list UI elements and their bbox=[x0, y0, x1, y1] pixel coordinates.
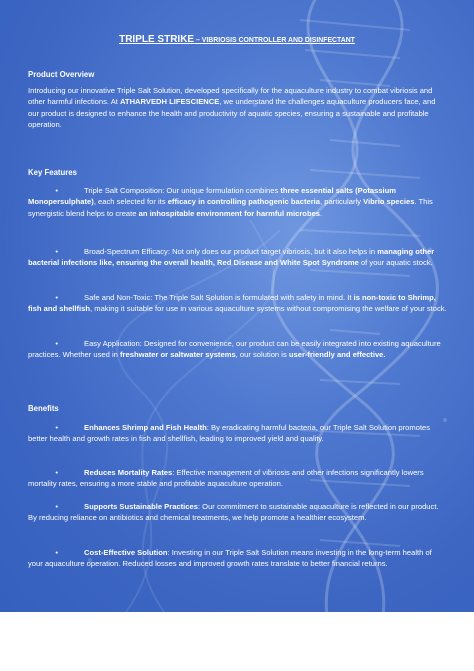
product-name: TRIPLE STRIKE bbox=[119, 34, 195, 45]
bullet-icon: • bbox=[55, 293, 58, 302]
bullet-icon: • bbox=[55, 423, 58, 432]
bullet-icon: • bbox=[55, 468, 58, 477]
benefit-text: : Effective management of vibriosis and other infections significantly lowers mortality rates, ensuring a more stable and profitable aquaculture operation. bbox=[28, 468, 424, 489]
product-tagline: – VIBRIOSIS CONTROLLER AND DISINFECTANT bbox=[194, 37, 355, 44]
feature-text: Safe and Non-Toxic: The Triple Salt Solution is formulated with safety in mind. It bbox=[84, 293, 354, 302]
benefit-item-sustainable bbox=[28, 501, 448, 524]
feature-item-broad-spectrum bbox=[28, 246, 448, 269]
bullet-icon: • bbox=[55, 186, 58, 195]
section-heading-product-overview: Product Overview bbox=[28, 70, 95, 79]
benefit-label: Cost-Effective Solution bbox=[84, 548, 168, 557]
feature-text: of your aquatic stock. bbox=[358, 258, 433, 268]
section-heading-key-features: Key Features bbox=[28, 168, 77, 177]
bullet-icon: • bbox=[55, 548, 58, 557]
feature-emphasis: efficacy in controlling pathogenic bacteria bbox=[167, 197, 321, 207]
bullet-icon: • bbox=[55, 339, 58, 348]
bullet-icon: • bbox=[55, 502, 58, 511]
benefit-label: Supports Sustainable Practices bbox=[84, 502, 198, 511]
document-title bbox=[0, 29, 474, 47]
feature-text: Easy Application: Designed for convenience, our product can be easily integrated into existing aquaculture practices. Whether used in bbox=[28, 339, 441, 360]
overview-text-2: , we understand the challenges aquaculture producers face, and our product is designed to enhance the health and productivity of aquatic species, ensuring a sustainable and profitable operation. bbox=[28, 97, 436, 129]
overview-paragraph bbox=[28, 85, 448, 130]
feature-text: Triple Salt Composition: Our unique formulation combines bbox=[84, 186, 281, 195]
feature-emphasis: managing other bacterial infections like, ensuring the overall health, Red Disease and White Spot Syndrome bbox=[28, 247, 435, 268]
feature-emphasis: user-friendly and effective. bbox=[288, 350, 386, 360]
company-name: ATHARVEDH LIFESCIENCE bbox=[120, 97, 220, 107]
feature-emphasis: is non-toxic to Shrimp, fish and shellfish bbox=[28, 293, 436, 314]
feature-emphasis: Vibrio species bbox=[363, 197, 415, 207]
benefit-item-cost bbox=[28, 547, 448, 570]
feature-text: . This synergistic blend helps to create bbox=[28, 197, 433, 218]
feature-text: . bbox=[320, 208, 323, 218]
feature-text: Broad-Spectrum Efficacy: Not only does our product target vibriosis, but it also helps in bbox=[84, 247, 378, 256]
section-heading-benefits: Benefits bbox=[28, 404, 59, 413]
benefit-text: : By eradicating harmful bacteria, our Triple Salt Solution promotes better health and growth rates in fish and shellfish, leading to improved yield and quality. bbox=[28, 423, 431, 444]
feature-text: , particularly bbox=[320, 197, 364, 207]
benefit-item-mortality bbox=[28, 467, 448, 490]
benefit-text: : Our commitment to sustainable aquaculture is reflected in our product. By reducing reliance on antibiotics and chemical treatments, we help promote a healthier ecosystem. bbox=[28, 502, 439, 523]
feature-item-easy-application bbox=[28, 338, 448, 361]
feature-text: , our solution is bbox=[235, 350, 289, 360]
feature-emphasis: freshwater or saltwater systems bbox=[120, 350, 236, 360]
benefit-item-health bbox=[28, 422, 448, 445]
page-bottom-margin bbox=[0, 612, 474, 671]
feature-item-safe bbox=[28, 292, 448, 315]
feature-emphasis: three essential salts (Potassium Monopersulphate) bbox=[28, 186, 397, 207]
benefit-label: Enhances Shrimp and Fish Health bbox=[84, 423, 207, 432]
feature-emphasis: an inhospitable environment for harmful microbes bbox=[138, 208, 321, 218]
feature-item-composition bbox=[28, 185, 448, 219]
bullet-icon: • bbox=[55, 247, 58, 256]
benefit-text: : Investing in our Triple Salt Solution means investing in the long-term health of your aquaculture operation. Reduced losses and improved growth rates translate to better financial returns. bbox=[28, 548, 432, 569]
overview-text-1: Introducing our innovative Triple Salt Solution, developed specifically for the aquaculture industry to combat vibriosis and other harmful infections. At bbox=[28, 86, 433, 107]
feature-text: , each selected for its bbox=[93, 197, 168, 207]
feature-text: , making it suitable for use in various aquaculture systems without compromising the welfare of your stock. bbox=[90, 304, 447, 314]
benefit-label: Reduces Mortality Rates bbox=[84, 468, 173, 477]
